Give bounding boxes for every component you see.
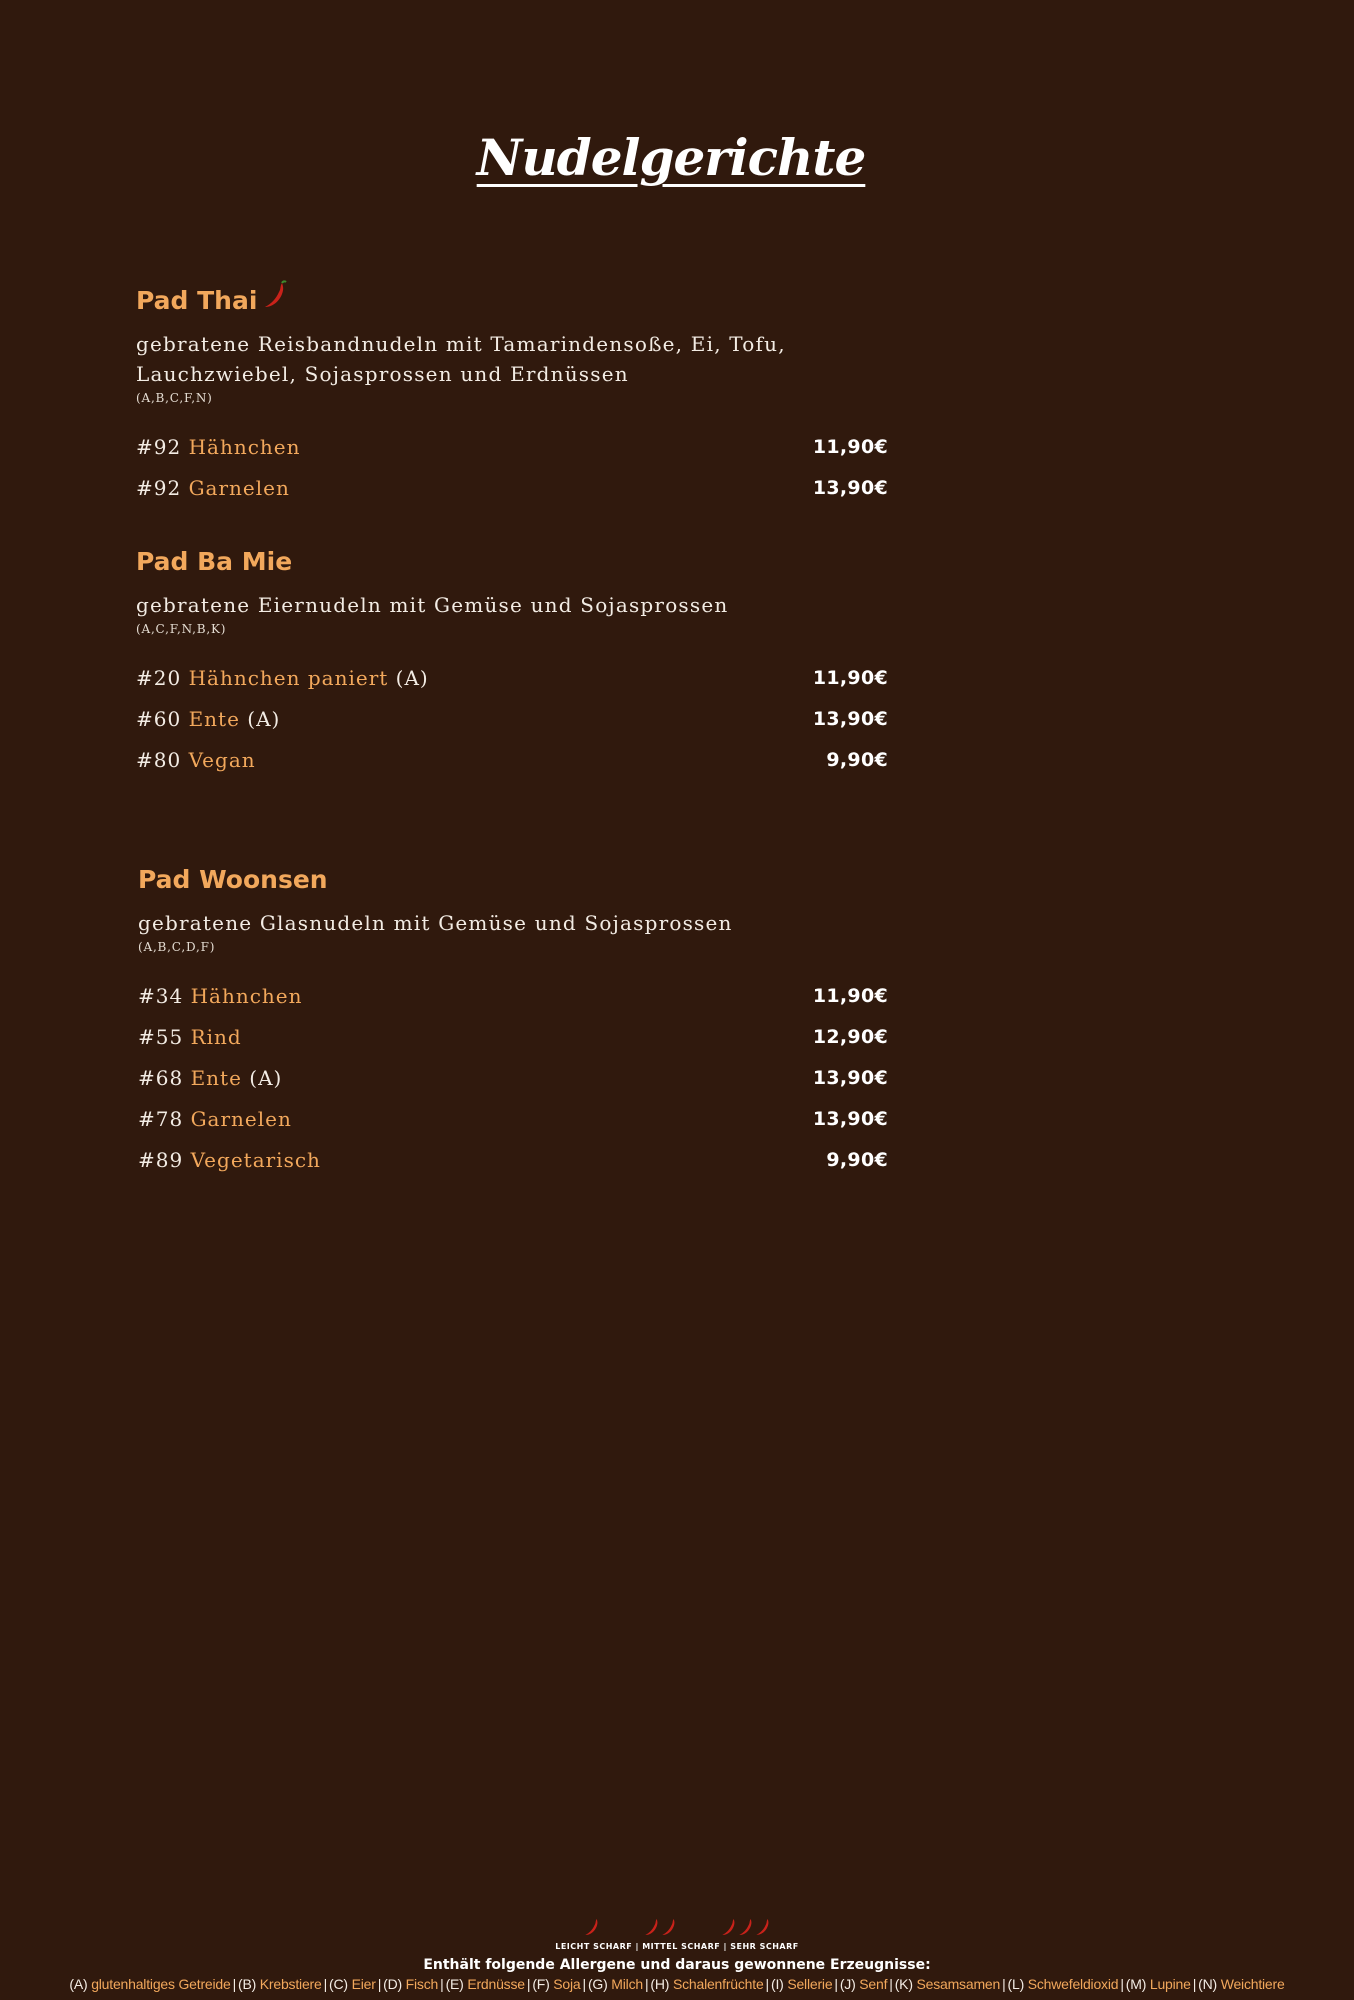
item-price: 13,90€ xyxy=(812,1067,888,1089)
separator: | xyxy=(526,1976,531,1992)
allergen-code: (B) xyxy=(238,1976,257,1992)
separator: | xyxy=(1002,1976,1006,1992)
item-price: 11,90€ xyxy=(812,436,888,458)
menu-item xyxy=(138,976,888,1017)
allergen-code: (E) xyxy=(445,1976,464,1992)
item-number: #68 xyxy=(138,1066,184,1090)
spice-legend xyxy=(0,1916,1354,1951)
separator: | xyxy=(1120,1976,1124,1992)
allergen-code: (N) xyxy=(1198,1976,1217,1992)
item-name: Hähnchen paniert xyxy=(188,666,389,690)
separator: | xyxy=(1192,1976,1197,1992)
menu-section-pad-thai xyxy=(136,281,888,509)
separator: | xyxy=(765,1976,769,1992)
section-description: gebratene Glasnudeln mit Gemüse und Sojasprossen xyxy=(138,911,733,935)
allergen-list xyxy=(0,1976,1354,1992)
allergen-name: Sesamsamen xyxy=(916,1976,1001,1992)
chili-icon xyxy=(644,1916,677,1942)
menu-item xyxy=(136,699,888,740)
section-title: Pad Woonsen xyxy=(138,865,328,894)
allergen-code: (J) xyxy=(839,1976,856,1992)
item-price: 11,90€ xyxy=(812,985,888,1007)
menu-section-pad-ba-mie xyxy=(136,542,888,781)
spice-legend-text: LEICHT SCHARF | MITTEL SCHARF | SEHR SCHARF xyxy=(555,1942,799,1951)
separator: | xyxy=(644,1976,649,1992)
section-allergens: (A,B,C,F,N) xyxy=(136,391,213,405)
allergen-code: (I) xyxy=(770,1976,784,1992)
chili-icon xyxy=(584,1916,600,1942)
section-title: Pad Ba Mie xyxy=(136,547,293,576)
item-price: 9,90€ xyxy=(826,749,888,771)
separator: | xyxy=(232,1976,237,1992)
item-number: #34 xyxy=(138,984,184,1008)
menu-item xyxy=(138,1017,888,1058)
section-description: gebratene Eiernudeln mit Gemüse und Sojasprossen xyxy=(136,593,729,617)
chili-icon xyxy=(721,1916,771,1942)
allergen-name: Senf xyxy=(859,1976,888,1992)
menu-section-pad-woonsen xyxy=(138,860,888,1181)
allergen-code: (C) xyxy=(329,1976,348,1992)
item-name: Hähnchen xyxy=(188,435,301,459)
menu-item xyxy=(136,740,888,781)
allergen-name: Milch xyxy=(611,1976,643,1992)
section-description: gebratene Reisbandnudeln mit Tamarindensoße, Ei, Tofu, Lauchzwiebel, Sojasprossen und Erdnüssen xyxy=(136,332,786,386)
item-price: 12,90€ xyxy=(812,1026,888,1048)
separator: | xyxy=(440,1976,444,1992)
section-title: Pad Thai xyxy=(136,286,258,315)
allergen-code: (M) xyxy=(1125,1976,1147,1992)
item-number: #92 xyxy=(136,435,182,459)
item-allergen-tag: (A) xyxy=(247,707,281,731)
allergen-name: Schalenfrüchte xyxy=(672,1976,764,1992)
section-allergens: (A,C,F,N,B,K) xyxy=(136,622,227,636)
allergen-name: Soja xyxy=(553,1976,581,1992)
item-name: Hähnchen xyxy=(190,984,303,1008)
allergen-code: (H) xyxy=(650,1976,670,1992)
item-name: Garnelen xyxy=(190,1107,292,1131)
section-allergens: (A,B,C,D,F) xyxy=(138,940,216,954)
allergen-name: Eier xyxy=(351,1976,376,1992)
item-price: 9,90€ xyxy=(826,1149,888,1171)
menu-item xyxy=(138,1140,888,1181)
menu-item xyxy=(136,658,888,699)
allergen-code: (D) xyxy=(383,1976,402,1992)
allergen-name: Krebstiere xyxy=(259,1976,322,1992)
item-price: 13,90€ xyxy=(812,708,888,730)
separator: | xyxy=(582,1976,586,1992)
allergen-code: (F) xyxy=(532,1976,550,1992)
menu-item xyxy=(138,1099,888,1140)
item-number: #89 xyxy=(138,1148,184,1172)
page-title: Nudelgerichte xyxy=(476,128,866,187)
allergen-name: Sellerie xyxy=(787,1976,833,1992)
chili-icon xyxy=(263,280,287,322)
allergen-name: Fisch xyxy=(405,1976,439,1992)
item-name: Rind xyxy=(190,1025,242,1049)
item-price: 13,90€ xyxy=(812,1108,888,1130)
item-number: #78 xyxy=(138,1107,184,1131)
item-price: 11,90€ xyxy=(812,667,888,689)
allergen-code: (G) xyxy=(587,1976,608,1992)
separator: | xyxy=(834,1976,838,1992)
allergen-name: Schwefeldioxid xyxy=(1027,1976,1119,1992)
allergen-code: (K) xyxy=(894,1976,913,1992)
item-name: Ente xyxy=(190,1066,242,1090)
menu-item xyxy=(136,468,888,509)
allergen-name: glutenhaltiges Getreide xyxy=(91,1976,231,1992)
allergen-code: (L) xyxy=(1007,1976,1025,1992)
item-allergen-tag: (A) xyxy=(249,1066,283,1090)
item-number: #92 xyxy=(136,476,182,500)
item-number: #80 xyxy=(136,748,182,772)
separator: | xyxy=(377,1976,382,1992)
allergen-name: Erdnüsse xyxy=(467,1976,525,1992)
item-name: Garnelen xyxy=(188,476,290,500)
item-name: Vegetarisch xyxy=(190,1148,321,1172)
separator: | xyxy=(889,1976,893,1992)
menu-item xyxy=(136,427,888,468)
item-name: Ente xyxy=(188,707,240,731)
allergen-name: Weichtiere xyxy=(1220,1976,1285,1992)
item-name: Vegan xyxy=(188,748,256,772)
item-number: #55 xyxy=(138,1025,184,1049)
allergen-code: (A) xyxy=(69,1976,88,1992)
item-allergen-tag: (A) xyxy=(395,666,429,690)
item-price: 13,90€ xyxy=(812,477,888,499)
allergen-name: Lupine xyxy=(1149,1976,1191,1992)
allergen-heading: Enthält folgende Allergene und daraus gewonnene Erzeugnisse: xyxy=(423,1957,931,1973)
separator: | xyxy=(323,1976,328,1992)
item-number: #20 xyxy=(136,666,182,690)
menu-item xyxy=(138,1058,888,1099)
item-number: #60 xyxy=(136,707,182,731)
